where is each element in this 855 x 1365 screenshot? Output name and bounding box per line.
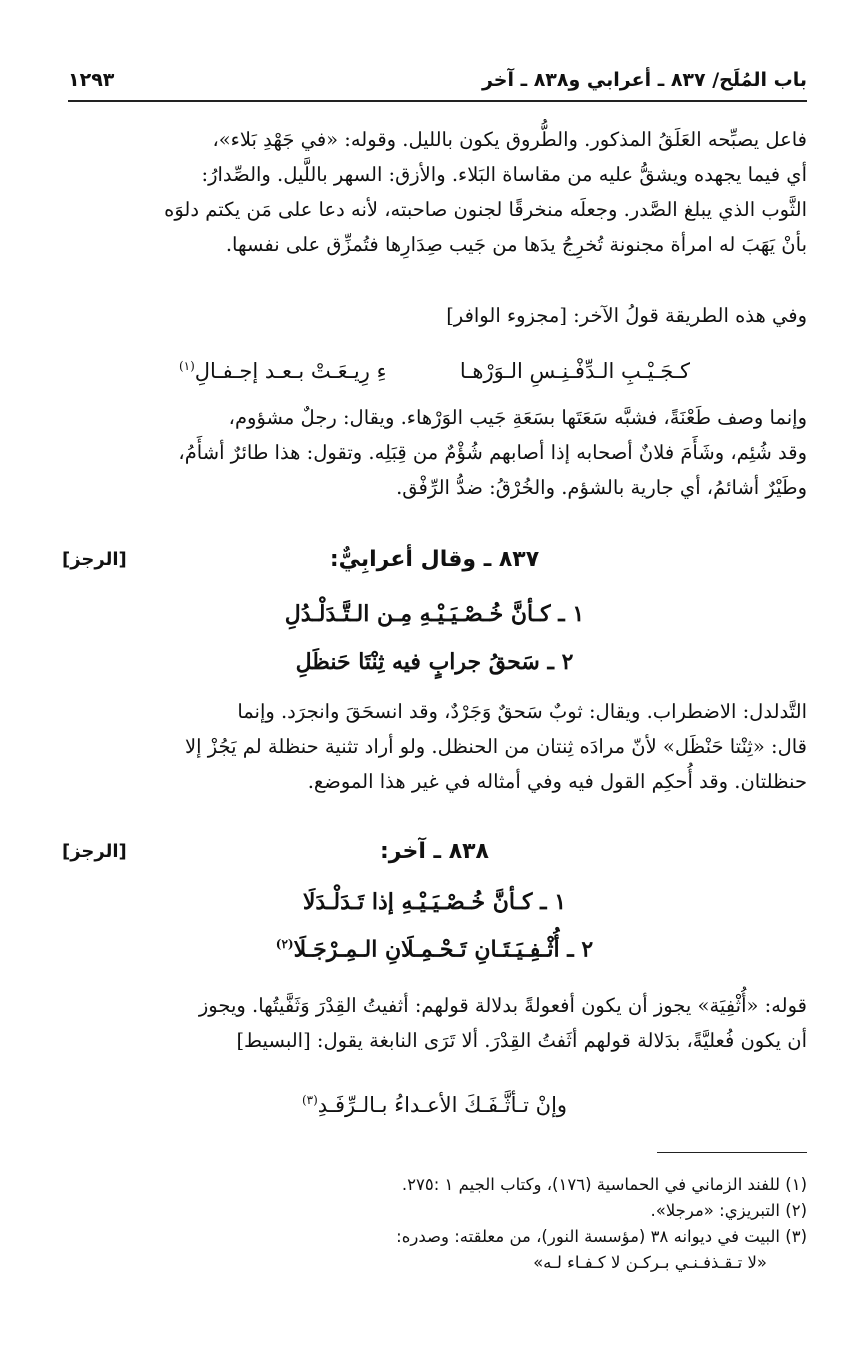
- paragraph-1: [62, 122, 807, 262]
- footnote-marker: (١): [178, 359, 195, 373]
- verse-hemistich-right: كـجَـيْـبِ الـدِّفْـنِـسِ الـوَرْهـا: [459, 359, 691, 383]
- page-number: ١٢٩٣: [68, 69, 115, 91]
- running-header: [68, 60, 807, 102]
- text-line: قوله: «أُثْفِيَة» يجوز أن يكون أفعولةً بدلالة قولهم: أثفيتُ القِدْرَ وَثَفَّيتُها. ويجوز: [198, 994, 807, 1017]
- verse-line: ٢ ـ أُثْـفِـيَـتَـانِ تَـحْـمِـلَانِ الـمِـرْجَـلَا: [293, 936, 594, 963]
- meter-label: [الرجز]: [62, 840, 127, 862]
- footnote-1: (١) للفند الزماني في الحماسية (١٧٦)، وكتاب الجيم ١ :٢٧٥.: [401, 1175, 807, 1194]
- footnote-marker: (٣): [301, 1093, 318, 1107]
- paragraph-4: [62, 988, 807, 1058]
- footnote-3: (٣) البيت في ديوانه ٣٨ (مؤسسة النور)، من معلقته: وصدره:: [396, 1227, 807, 1246]
- text-line: التَّدلدل: الاضطراب. ويقال: ثوبٌ سَحقٌ وَجَرْدٌ، وقد انسحَقَ وانجرَد. وإنما: [237, 700, 807, 723]
- text-line: أي فيما يجهده ويشقُّ عليه من مقاساة البَلاء. والأزق: السهر باللَّيل. والصِّدارُ:: [201, 163, 807, 186]
- verse-1: [62, 348, 807, 389]
- verse-line: وإنْ تـأثَّـفَـكَ الأعـداءُ بـالـرِّفَـدِ: [317, 1093, 568, 1117]
- text-line: وطَيْرٌ أشائمُ، أي جارية بالشؤم. والخُرْقُ: ضدُّ الرِّفْق.: [396, 476, 807, 499]
- verse-hemistich-left: ءِ رِيـعَـتْ بـعـد إجـفـالِ: [194, 359, 387, 383]
- verse-838-2: [62, 926, 807, 967]
- paragraph-3: [62, 694, 807, 799]
- paragraph-2: [62, 400, 807, 505]
- verse-837-2: [62, 644, 807, 680]
- verse-line: ١ ـ كـأنَّ خُـصْـيَـيْـهِ مِـن الـتَّـدَلْـدُلِ: [284, 601, 585, 627]
- footnotes: [62, 1172, 807, 1276]
- verse-837-1: [62, 596, 807, 632]
- text-line: وقد شُئِم، وشَأَمَ فلانٌ أصحابه إذا أصابهم شُؤْمٌ من قِبَلِه. وتقول: هذا طائرٌ أشأَمُ،: [178, 441, 807, 464]
- chapter-title: باب المُلَح/ ٨٣٧ ـ أعرابي و٨٣٨ ـ آخر: [481, 69, 807, 91]
- footnote-marker: (٢): [275, 937, 294, 951]
- section-title: ٨٣٧ ـ وقال أعرابِيٌّ:: [329, 546, 540, 572]
- verse-line: ٢ ـ سَحقُ جرابٍ فيه ثِنْتَا حَنظَلِ: [295, 649, 574, 675]
- text-line: قال: «ثِنْتا حَنْظَل» لأنّ مرادَه ثِنتان من الحنظل. ولو أراد تثنية حنظلة لم يَجُزْ إلا: [185, 735, 807, 758]
- footnote-2: (٢) التبريزي: «مرجلا».: [650, 1201, 807, 1220]
- footnote-divider: [657, 1152, 807, 1153]
- intro-line: [62, 298, 807, 333]
- verse-line: ١ ـ كـأنَّ خُـصْـيَـيْـهِ إذا تَـدَلْـدَلَا: [302, 889, 567, 915]
- verse-last: [62, 1082, 807, 1123]
- text-line: بأنْ يَهَبَ له امرأة مجنونة تُخرِجُ يدَها من جَيب صِدَارِها فتُمزِّق على نفسها.: [225, 233, 807, 256]
- text-line: أن يكون فُعليَّةً، بدَلالة قولهم أثَفتُ القِدْرَ. ألا تَرَى النابغة يقول: [البسيط]: [236, 1029, 807, 1052]
- text-line: حنظلتان. وقد أُحكِم القول فيه وفي أمثاله في غير هذا الموضع.: [307, 770, 807, 793]
- section-heading-837: [62, 540, 807, 578]
- section-heading-838: [62, 832, 807, 870]
- text-line: فاعل يصبِّحه العَلَقُ المذكور. والطُّروق يكون بالليل. وقوله: «في جَهْدِ بَلاء»،: [212, 128, 807, 151]
- footnote-3-verse: «لا تـقـذفـنـي بـركـن لا كـفـاء لـه»: [533, 1253, 767, 1272]
- verse-838-1: [62, 884, 807, 920]
- text-line: وإنما وصف طَعْنَةً، فشبَّه سَعَتَها بسَعَةِ جَيب الوَرْهاء. ويقال: رجلٌ مشؤوم،: [228, 406, 807, 429]
- section-title: ٨٣٨ ـ آخر:: [379, 838, 489, 864]
- text-line: الثَّوب الذي يبلغ الصَّدر. وجعلَه منخرقًا لجنون صاحبته، لأنه دعا على مَن يكتم دلوَه: [164, 198, 807, 221]
- text-line: وفي هذه الطريقة قولُ الآخر: [مجزوء الوافر]: [446, 304, 807, 327]
- meter-label: [الرجز]: [62, 548, 127, 570]
